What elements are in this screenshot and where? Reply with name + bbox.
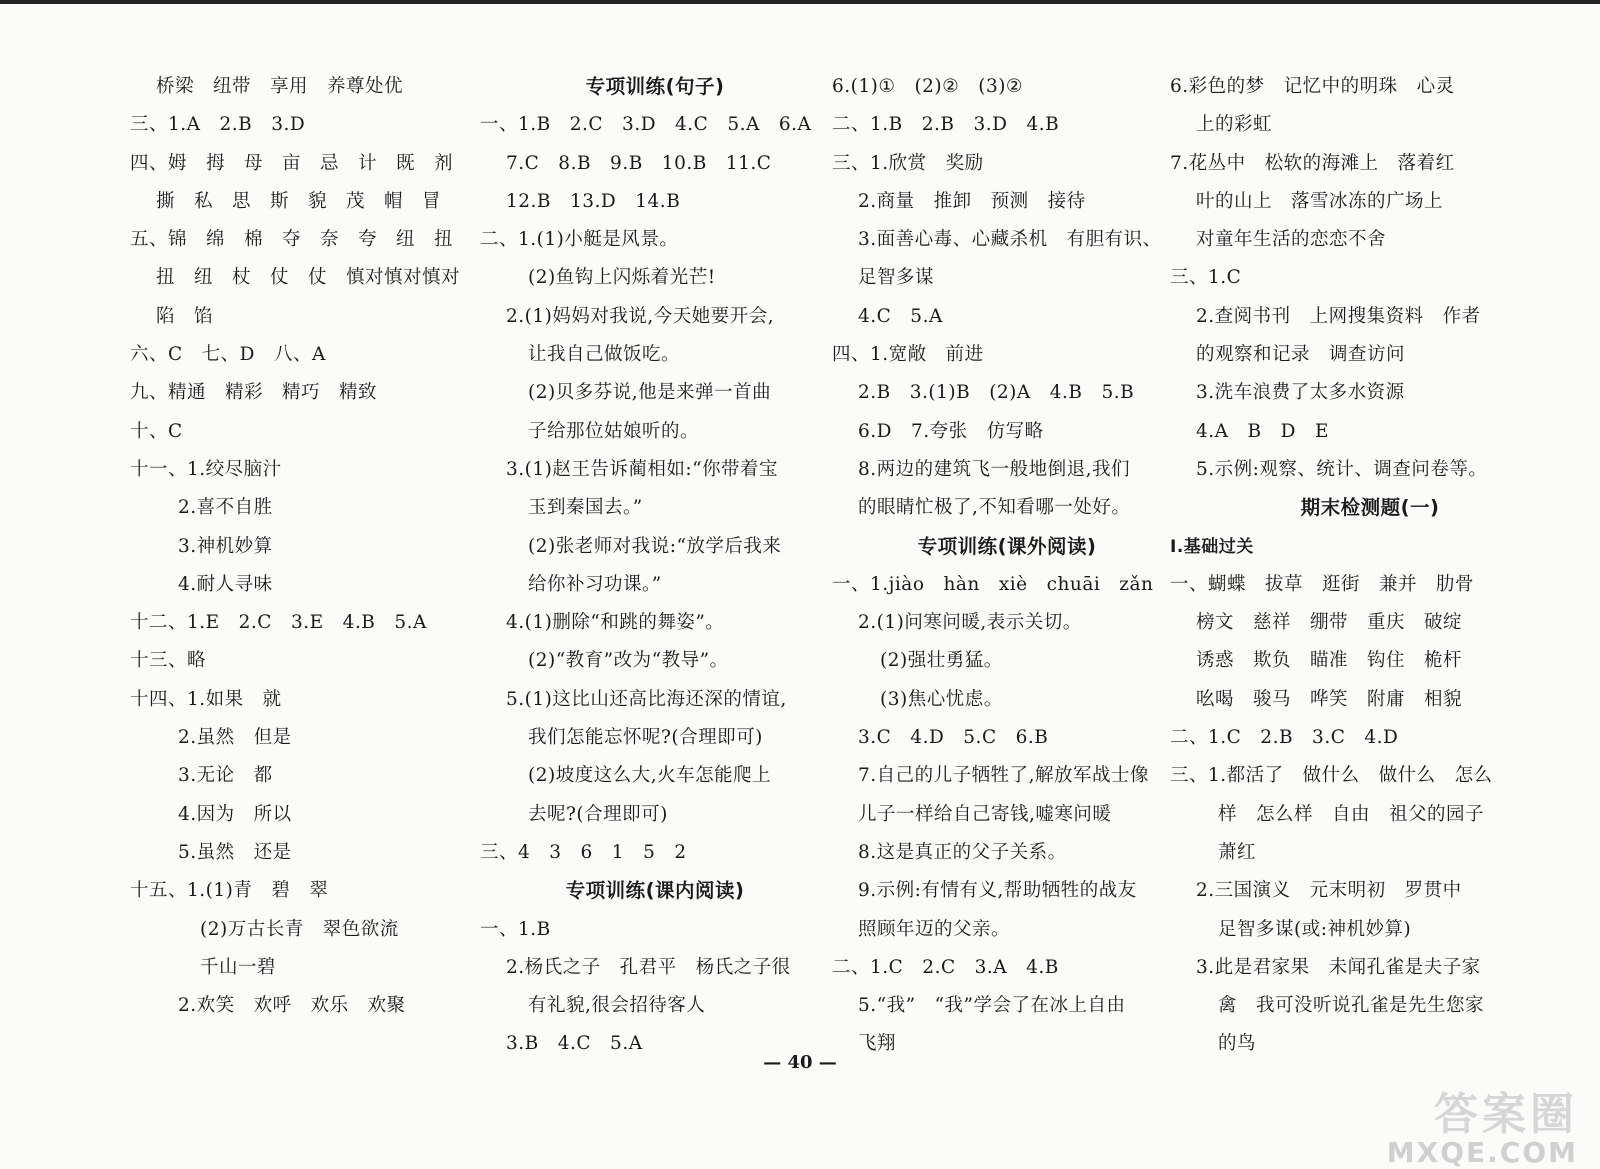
answer-line: 十一、1.绞尽脑汁 [130,458,282,480]
answer-line: 六、C 七、D 八、A [130,344,326,366]
answer-line: 样 怎么样 自由 祖父的园子 [1218,803,1485,825]
answer-column-2 [480,68,830,1064]
answer-line: 足智多谋 [858,267,935,289]
answer-line: 十、C [130,420,183,442]
answer-line: 2.(1)问寒问暖,表示关切。 [858,612,1082,634]
answer-line: 一、1.jiào hàn xiè chuāi zǎn [832,573,1154,595]
answer-line: (2)鱼钩上闪烁着光芒! [528,267,716,289]
answer-line: 五、锦 绵 棉 夺 奈 夸 纽 扭 [130,229,454,251]
answer-line: 2.B 3.(1)B (2)A 4.B 5.B [858,382,1135,404]
answer-line: 二、1.C 2.B 3.C 4.D [1170,727,1399,749]
answer-line: 儿子一样给自己寄钱,嘘寒问暖 [858,803,1112,825]
answer-line: 撕 私 思 斯 貌 茂 帽 冒 [156,190,442,212]
answer-line: 桥梁 纽带 享用 养尊处优 [156,76,404,97]
answer-line: 我们怎能忘怀呢?(合理即可) [528,727,763,749]
answer-line: 6.彩色的梦 记忆中的明珠 心灵 [1170,76,1455,97]
answer-line: 2.查阅书刊 上网搜集资料 作者 [1196,305,1481,327]
answer-line: (2)贝多芬说,他是来弹一首曲 [528,382,772,404]
answer-line: 足智多谋(或:神机妙算) [1218,918,1412,940]
answer-line: 4.因为 所以 [178,803,292,825]
answer-line: 禽 我可没听说孔雀是先生您家 [1218,995,1485,1017]
answer-line: 2.杨氏之子 孔君平 杨氏之子很 [506,956,791,978]
answer-line: 7.自己的儿子牺牲了,解放军战士像 [858,765,1150,787]
answer-line: 2.喜不自胜 [178,497,273,519]
answer-line: 扭 纽 杖 仗 仗 慎对慎对慎对 [156,267,461,289]
answer-line: 3.B 4.C 5.A [506,1033,643,1055]
answer-line: 5.“我” “我”学会了在冰上自由 [858,995,1126,1017]
answer-line: 9.示例:有情有义,帮助牺牲的战友 [858,880,1137,902]
answer-line: (2)张老师对我说:“放学后我来 [528,535,782,557]
answer-line: 三、1.欣赏 奖励 [832,152,984,174]
answer-line: 给你补习功课。” [528,573,662,595]
site-watermark [1386,1089,1578,1169]
answer-line: 陷 馅 [156,305,214,327]
answer-line: 子给那位姑娘听的。 [528,420,700,442]
answer-line: 叶的山上 落雪冰冻的广场上 [1196,190,1444,212]
answer-line: 有礼貌,很会招待客人 [528,995,706,1017]
answer-line: 4.A B D E [1196,420,1329,442]
answer-line: 3.洗车浪费了太多水资源 [1196,382,1405,404]
answer-line: 四、1.宽敞 前进 [832,344,984,366]
answer-line: 三、4 3 6 1 5 2 [480,841,687,863]
answer-line: 三、1.都活了 做什么 做什么 怎么 [1170,765,1493,787]
answer-line: 照顾年迈的父亲。 [858,918,1011,940]
answer-line: 榜文 慈祥 绷带 重庆 破绽 [1196,612,1463,634]
answer-line: 6.(1)① (2)② (3)② [832,76,1024,97]
answer-line: 九、精通 精彩 精巧 精致 [130,382,378,404]
answer-line: 7.花丛中 松软的海滩上 落着红 [1170,152,1455,174]
watermark-domain: MXQE.COM [1386,1136,1578,1169]
answer-line: 吆喝 骏马 哗笑 附庸 相貌 [1196,688,1463,710]
answer-line: 2.商量 推卸 预测 接待 [858,190,1086,212]
answer-line: 8.两边的建筑飞一般地倒退,我们 [858,458,1131,480]
answer-line: (2)“教育”改为“教导”。 [528,650,729,672]
answer-line: 8.这是真正的父子关系。 [858,841,1067,863]
answer-line: 千山一碧 [200,956,277,978]
answer-line: 6.D 7.夸张 仿写略 [858,420,1044,442]
answer-line: (2)万古长青 翠色欲流 [200,918,399,940]
answer-line: 二、1.B 2.B 3.D 4.B [832,114,1060,136]
answer-line: 上的彩虹 [1196,114,1273,136]
answer-line: 飞翔 [858,1033,897,1055]
answer-line: 3.无论 都 [178,765,273,787]
answer-line: 4.C 5.A [858,305,943,327]
answer-line: 二、1.(1)小艇是风景。 [480,229,679,251]
answer-line: 5.(1)这比山还高比海还深的情谊, [506,688,787,710]
answer-line: 诱惑 欺负 瞄准 钩住 桅杆 [1196,650,1463,672]
answer-column-1 [130,68,490,1025]
answer-line: 三、1.C [1170,267,1242,289]
page-number: — 40 — [763,1052,837,1073]
answer-line: 让我自己做饭吃。 [528,344,681,366]
answer-line: 3.面善心毒、心藏杀机 有胆有识、 [858,229,1162,251]
answer-line: 3.此是君家果 未闻孔雀是夫子家 [1196,956,1481,978]
answer-line: 3.(1)赵王告诉蔺相如:“你带着宝 [506,458,779,480]
answer-line: 三、1.A 2.B 3.D [130,114,306,136]
section-heading: 专项训练(句子) [585,75,725,98]
answer-line: 12.B 13.D 14.B [506,190,681,212]
answer-line: 萧红 [1218,841,1257,863]
answer-column-3 [832,68,1182,1064]
answer-line: 4.耐人寻味 [178,573,273,595]
answer-line: 十二、1.E 2.C 3.E 4.B 5.A [130,612,427,634]
answer-line: 二、1.C 2.C 3.A 4.B [832,956,1059,978]
answer-line: 一、蝴蝶 拔草 逛街 兼并 肋骨 [1170,573,1475,595]
answer-line: 4.(1)删除“和跳的舞姿”。 [506,612,725,634]
answer-line: 四、姆 拇 母 亩 忌 计 既 剂 [130,152,454,174]
answer-line: 7.C 8.B 9.B 10.B 11.C [506,152,772,174]
answer-line: 去呢?(合理即可) [528,803,668,825]
section-heading: 期末检测题(一) [1300,496,1440,520]
section-heading: 专项训练(课外阅读) [917,534,1097,558]
answer-line: 5.示例:观察、统计、调查问卷等。 [1196,458,1488,480]
section-heading: 专项训练(课内阅读) [565,879,745,903]
answer-line: 十三、略 [130,650,207,672]
answer-line: 的鸟 [1218,1033,1257,1055]
subsection-heading: Ⅰ.基础过关 [1170,536,1254,557]
watermark-logo-text: 答案圈 [1434,1089,1578,1140]
answer-line: 3.C 4.D 5.C 6.B [858,727,1049,749]
answer-line: 十五、1.(1)青 碧 翠 [130,880,329,902]
answer-line: (2)强壮勇猛。 [880,650,1003,672]
answer-line: 2.虽然 但是 [178,727,292,749]
answer-line: 2.(1)妈妈对我说,今天她要开会, [506,305,775,327]
answer-line: 的眼睛忙极了,不知看哪一处好。 [858,497,1131,519]
answer-line: 一、1.B [480,918,551,940]
answer-line: (3)焦心忧虑。 [880,688,1003,710]
answer-line: 对童年生活的恋恋不舍 [1196,229,1387,251]
answer-line: (2)坡度这么大,火车怎能爬上 [528,765,772,787]
answer-line: 十四、1.如果 就 [130,688,282,710]
answer-line: 的观察和记录 调查访问 [1196,344,1406,366]
answer-line: 一、1.B 2.C 3.D 4.C 5.A 6.A [480,114,812,136]
answer-line: 2.欢笑 欢呼 欢乐 欢聚 [178,995,406,1017]
answer-line: 2.三国演义 元末明初 罗贯中 [1196,880,1462,902]
answer-line: 玉到秦国去。” [528,497,643,519]
top-border [0,0,1600,4]
answer-line: 3.神机妙算 [178,535,273,557]
answer-column-4 [1170,68,1570,1064]
answer-line: 5.虽然 还是 [178,841,292,863]
